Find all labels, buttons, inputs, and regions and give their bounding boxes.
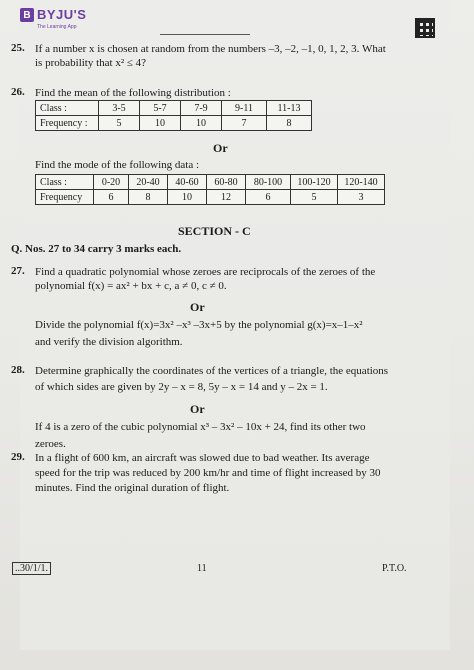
question-26-text: Find the mean of the following distribution : (35, 87, 231, 99)
or-label: Or (190, 402, 205, 416)
question-number-27: 27. (11, 265, 25, 277)
page-number: 11 (197, 563, 207, 574)
question-29-text: In a flight of 600 km, an aircraft was slowed due to bad weather. Its average speed for the trip was reduced by 200 km/hr and time of flight increased by 30 minutes. Find the original duration of flight. (35, 452, 381, 494)
mean-distribution-table (35, 100, 312, 131)
table-row: Class : 3-5 5-7 7-9 9-11 11-13 (36, 101, 312, 116)
or-label: Or (213, 141, 228, 155)
question-28-text: Determine graphically the coordinates of the vertices of a triangle, the equations of which sides are given by 2y – x = 8, 5y – x = 14 and y – 2x = 1. (35, 365, 389, 393)
question-25-text: If a number x is chosen at random from the numbers –3, –2, –1, 0, 1, 2, 3. What is probability that x² ≤ 4? (35, 43, 386, 69)
mode-data-table (35, 174, 385, 205)
question-number-28: 28. (11, 364, 25, 376)
table-row: Class : 0-20 20-40 40-60 60-80 80-100 100-120 120-140 (36, 175, 385, 190)
logo-tagline: The Learning App (37, 24, 77, 30)
header-rule (160, 34, 250, 35)
byjus-logo (20, 8, 86, 22)
logo-text: BYJU'S (37, 7, 87, 22)
table-row: Frequency 6 8 10 12 6 5 3 (36, 190, 385, 205)
question-28-alt-text: If 4 is a zero of the cubic polynomial x³ – 3x² – 10x + 24, find its other two zeroes. (35, 421, 366, 450)
question-27-text: Find a quadratic polynomial whose zeroes are reciprocals of the zeroes of the polynomial f(x) = ax² + bx + c, a ≠ 0, c ≠ 0. (35, 266, 376, 292)
logo-mark: B (20, 8, 34, 22)
question-26-alt-text: Find the mode of the following data : (35, 159, 200, 171)
qr-code-icon (415, 18, 435, 38)
section-title: SECTION - C (178, 224, 251, 238)
section-marks-note: Q. Nos. 27 to 34 carry 3 marks each. (11, 243, 182, 255)
question-27-alt-text: Divide the polynomial f(x)=3x² –x³ –3x+5 by the polynomial g(x)=x–1–x² and verify the division algorithm. (35, 319, 363, 348)
paper-code: ..30/1/1. (12, 562, 51, 575)
question-number-29: 29. (11, 451, 25, 463)
question-number-26: 26. (11, 86, 25, 98)
or-label: Or (190, 300, 205, 314)
question-number-25: 25. (11, 42, 25, 54)
table-row: Frequency : 5 10 10 7 8 (36, 116, 312, 131)
pto-label: P.T.O. (382, 563, 407, 574)
